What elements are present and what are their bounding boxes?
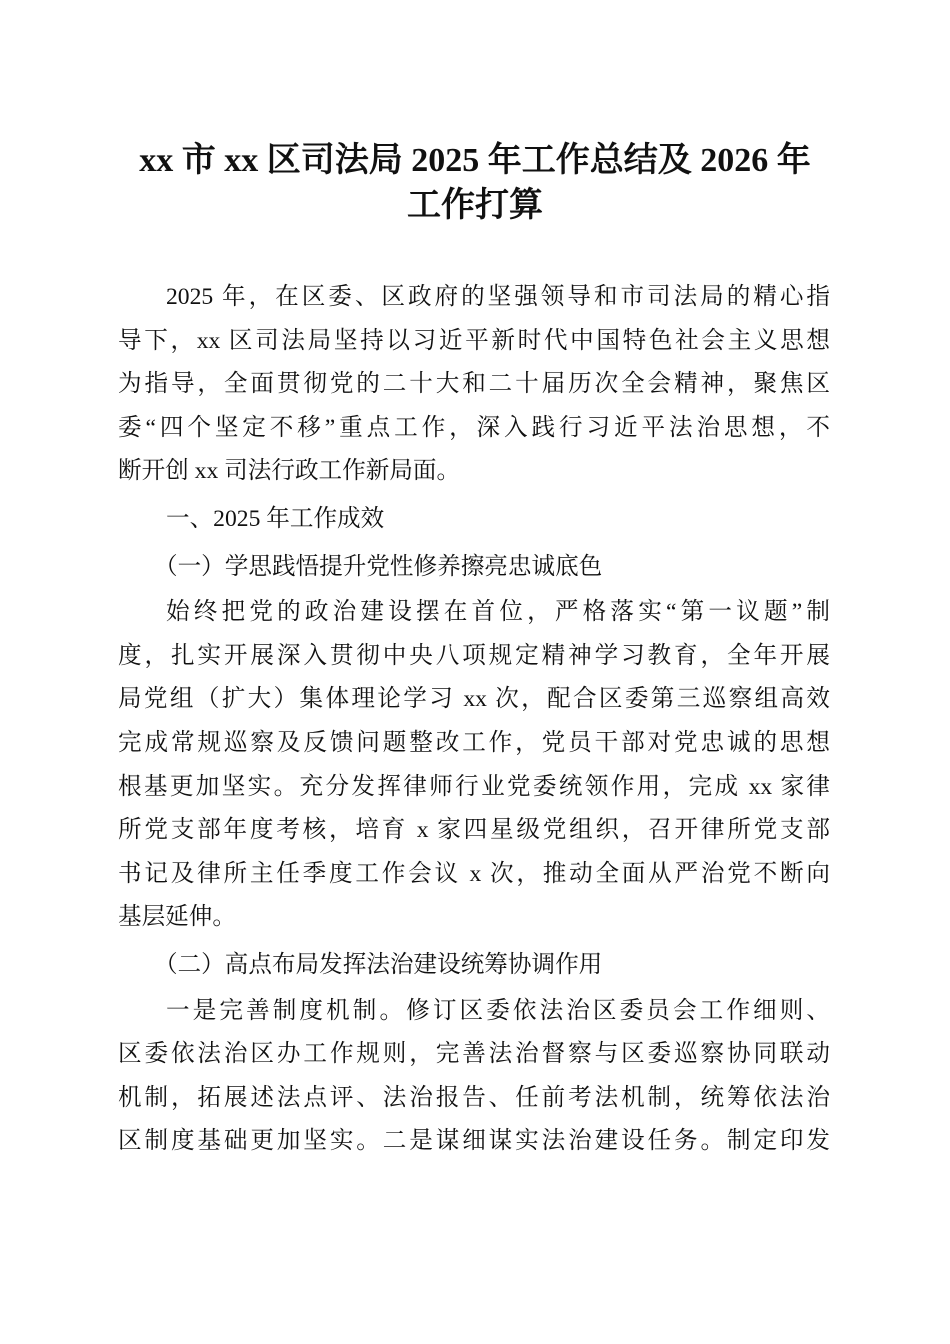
- text-line: 断开创 xx 司法行政工作新局面。: [118, 458, 461, 485]
- paragraph: [118, 276, 830, 494]
- title-line-1: xx 市 xx 区司法局 2025 年工作总结及 2026 年: [139, 142, 811, 179]
- text-line: 一、2025 年工作成效: [166, 505, 385, 532]
- text-line: 根基更加坚实。充分发挥律师行业党委统领作用，完成 xx 家律: [118, 773, 830, 800]
- text-line: 所党支部年度考核，培育 x 家四星级党组织，召开律所党支部: [118, 817, 830, 844]
- section-heading: [118, 498, 830, 542]
- subsection-heading: [118, 944, 830, 988]
- text-line: 机制，拓展述法点评、法治报告、任前考法机制，统筹依法治: [118, 1084, 830, 1111]
- paragraph: [118, 591, 830, 940]
- text-line: 为指导，全面贯彻党的二十大和二十届历次全会精神，聚焦区: [118, 371, 830, 398]
- text-line: 完成常规巡察及反馈问题整改工作，党员干部对党忠诚的思想: [118, 729, 830, 756]
- text-line: 基层延伸。: [118, 904, 236, 931]
- document-title: [100, 138, 850, 228]
- text-line: 导下，xx 区司法局坚持以习近平新时代中国特色社会主义思想: [118, 327, 830, 354]
- text-line: （一）学思践悟提升党性修养擦亮忠诚底色: [154, 553, 603, 580]
- paragraph: [118, 990, 830, 1164]
- text-line: 2025 年，在区委、区政府的坚强领导和市司法局的精心指: [166, 284, 830, 310]
- text-line: 局党组（扩大）集体理论学习 xx 次，配合区委第三巡察组高效: [118, 686, 830, 713]
- text-line: 委“四个坚定不移”重点工作，深入践行习近平法治思想，不: [118, 414, 830, 441]
- text-line: 度，扎实开展深入贯彻中央八项规定精神学习教育，全年开展: [118, 642, 830, 669]
- text-line: （二）高点布局发挥法治建设统筹协调作用: [154, 951, 603, 978]
- document-body: [118, 276, 830, 1164]
- title-line-2: 工作打算: [407, 187, 543, 224]
- subsection-heading: [118, 546, 830, 590]
- text-line: 一是完善制度机制。修订区委依法治区委员会工作细则、: [166, 997, 830, 1024]
- text-line: 区制度基础更加坚实。二是谋细谋实法治建设任务。制定印发: [118, 1128, 830, 1155]
- text-line: 书记及律所主任季度工作会议 x 次，推动全面从严治党不断向: [118, 860, 830, 887]
- text-line: 始终把党的政治建设摆在首位，严格落实“第一议题”制: [166, 599, 830, 626]
- text-line: 区委依法治区办工作规则，完善法治督察与区委巡察协同联动: [118, 1041, 830, 1068]
